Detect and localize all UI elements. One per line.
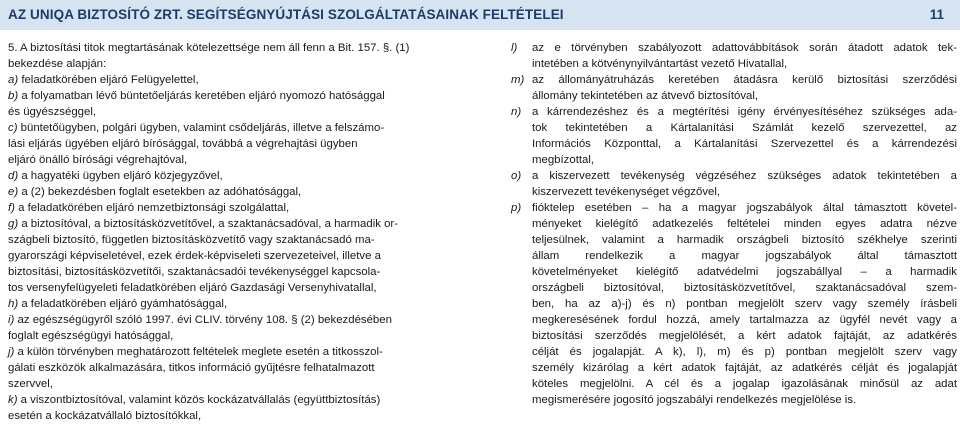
list-item-label: d) (8, 170, 19, 182)
list-item-label: l) (511, 42, 518, 54)
list-item-text: és ügyészséggel, (8, 106, 97, 118)
list-item-line: az e törvényben szabályozott adattovábbítások során átadott adatok tek- (532, 42, 957, 54)
list-item-label: k) (8, 394, 18, 406)
list-item-line: megismerésére jogosító jogszabályi rendelkezés megjelölése is. (532, 394, 857, 406)
list-item-line (8, 200, 468, 216)
list-item-line: kiszervezett tevékenységet végzővel, (532, 186, 721, 198)
list-item-text: gyarországi képviseletével, ezek érdek-képviseleti szervezeteivel, illetve a (8, 250, 381, 262)
list-item-line: célját és jogalapját. A k), l), m) és p) pontban megjelölt szerv vagy (532, 346, 957, 358)
list-item-line (8, 408, 468, 424)
list-item-line: az állományátruházás keretében átadásra kerülő biztosítási szerződési (532, 74, 957, 86)
list-item-text: a feladatkörében eljáró nemzetbiztonsági szolgálattal, (18, 202, 290, 214)
list-item-line: fióktelep esetében – ha a magyar jogszabályok által támasztott követel- (532, 202, 957, 214)
list-item-text: a külön törvényben meghatározott feltételek meglete esetén a titkosszol- (17, 346, 383, 358)
list-item-text: a feladatkörében eljáró gyámhatósággal, (21, 298, 228, 310)
list-item-line: köteles megjelölni. A cél és a jogalap igazolásának minősül az adat (532, 378, 957, 390)
list-item-text: a biztosítóval, a biztosításközvetítővel, a szaktanácsadóval, a harmadik or- (21, 218, 399, 230)
intro-line: 5. A biztosítási titok megtartásának kötelezettsége nem áll fenn a Bit. 157. §. (1) (8, 42, 410, 54)
list-item-line (8, 120, 468, 136)
list-item-label: c) (8, 122, 18, 134)
list-item-line: országbeli biztosítóval, biztosításközvetítővel, szaktanácsadóval szem- (532, 282, 957, 294)
list-item-text: a hagyatéki ügyben eljáró közjegyzővel, (21, 170, 223, 182)
left-column (8, 40, 468, 424)
list-item-text: a folyamatban lévő büntetőeljárás keretében eljáró nyomozó hatósággal (21, 90, 385, 102)
list-item-text: a (2) bekezdésben foglalt esetekben az adóhatósággal, (21, 186, 302, 198)
list-item (8, 296, 468, 312)
list-item-line (8, 152, 468, 168)
list-item-label: f) (8, 202, 15, 214)
list-item-text: a viszontbiztosítóval, valamint közös kockázatvállalás (együttbiztosítás) (20, 394, 381, 406)
list-item-label: n) (511, 106, 522, 118)
list-item-line: Információs Központtal, a Kártalanítási Szervezettel és a kárrendezési (532, 138, 957, 150)
list-item-text: szágbeli biztosító, független biztosításközvetítő vagy szaktanácsadó ma- (8, 234, 375, 246)
list-item (8, 72, 468, 88)
list-item-line: teljesülnek, valamint a harmadik országbeli biztosító székhelye szerinti (532, 234, 957, 246)
list-item-label: h) (8, 298, 19, 310)
list-item-line (8, 216, 468, 232)
list-item-line (8, 248, 468, 264)
list-item (8, 184, 468, 200)
list-item-line: a kiszervezett tevékenység végzéséhez szükséges adatok tekintetében a (532, 170, 957, 182)
list-item (8, 392, 468, 424)
list-item-line: állam rendelkezik a magyar jogszabályok által támasztott (532, 250, 957, 262)
list-item-line (8, 296, 468, 312)
list-item-line: a kárrendezéshez és a megtérítési igény érvényesítéséhez szükséges ada- (532, 106, 957, 118)
list-item (511, 168, 957, 200)
list-item-line (8, 312, 468, 328)
list-item-line: megbízottal, (532, 154, 595, 166)
page-header (0, 0, 960, 30)
list-item (8, 344, 468, 392)
list-item-line (8, 280, 468, 296)
list-item-line: ben, ha az a)-j) és n) pontban megjelölt szerv vagy személy írásbeli (532, 298, 957, 310)
list-item-line (8, 72, 468, 88)
list-item-label: o) (511, 170, 522, 182)
list-item (511, 200, 957, 408)
list-item-label: a) (8, 74, 19, 86)
page-number: 11 (929, 7, 944, 22)
list-item-line: megkeresésének fordul hozzá, amely tartalmazza az ügyfél nevét vagy a (532, 314, 957, 326)
list-item (8, 120, 468, 168)
list-item-text: eljáró önálló bírósági végrehajtóval, (8, 154, 188, 166)
list-item (8, 200, 468, 216)
list-item-label: i) (8, 314, 15, 326)
list-item (511, 72, 957, 104)
list-item-line: személy kizárólag a kért adatok fajtáját, az adatkérés célját és jogalapját (532, 362, 957, 374)
list-item-line (8, 136, 468, 152)
list-item-line: ményeket kielégítő adatkezelés feltételei minden egyes adatra nézve (532, 218, 957, 230)
document-title: AZ UNIQA BIZTOSÍTÓ ZRT. SEGÍTSÉGNYÚJTÁSI SZOLGÁLTATÁSAINAK FELTÉTELEI (8, 7, 564, 22)
list-item-line (8, 376, 468, 392)
list-item-line (8, 104, 468, 120)
list-item (8, 216, 468, 296)
list-item-label: g) (8, 218, 19, 230)
list-item-text: lási eljárás ügyében eljáró bírósággal, továbbá a végrehajtási ügyben (8, 138, 358, 150)
list-item (8, 88, 468, 120)
list-item-text: gálati eszközök alkalmazására, titkos információ gyűjtésre felhatalmazott (8, 362, 375, 374)
list-item-text: az egészségügyről szóló 1997. évi CLIV. törvény 108. § (2) bekezdésében (17, 314, 392, 326)
list-item-line (8, 360, 468, 376)
list-item-text: feladatkörében eljáró Felügyelettel, (21, 74, 199, 86)
intro-line: bekezdése alapján: (8, 58, 107, 70)
right-column (511, 40, 957, 408)
list-item-line (8, 264, 468, 280)
list-item-text: biztosítási, biztosításközvetítői, szaktanácsadói tevékenységgel kapcsola- (8, 266, 381, 278)
list-item-line (8, 184, 468, 200)
list-item-line (8, 232, 468, 248)
list-item-line: állomány tekintetében az átvevő biztosítóval, (532, 90, 759, 102)
list-item (511, 40, 957, 72)
list-item-line (8, 88, 468, 104)
list-item-label: e) (8, 186, 19, 198)
list-item-line: tok tekintetében a Kártalanítási Számlát kezelő szervezettel, az (532, 122, 957, 134)
list-item-label: p) (511, 202, 522, 214)
list-item-line (8, 344, 468, 360)
list-item-line (8, 168, 468, 184)
list-item-line (8, 392, 468, 408)
list-item-label: b) (8, 90, 19, 102)
list-item-line: intetében a kötvénynyilvántartást vezető Hivatallal, (532, 58, 788, 70)
list-item-line (8, 328, 468, 344)
list-item-line: biztosítási szerződés megjelölését, a kért adatok fajtáját, az adatkérés (532, 330, 957, 342)
list-item-text: esetén a kockázatvállaló biztosítókkal, (8, 410, 202, 422)
list-item (8, 168, 468, 184)
list-item-label: j) (8, 346, 15, 358)
list-item-text: tos versenyfelügyeleti feladatkörében eljáró Gazdasági Versenyhivatallal, (8, 282, 377, 294)
list-item (511, 104, 957, 168)
list-item-text: foglalt egészségügyi hatósággal, (8, 330, 174, 342)
list-item-line: követelményeket kielégítő adatvédelmi jogszabállyal – a harmadik (532, 266, 957, 278)
list-item-label: m) (511, 74, 525, 86)
list-item-text: büntetőügyben, polgári ügyben, valamint csődeljárás, illetve a felszámo- (20, 122, 385, 134)
list-item (8, 312, 468, 344)
list-item-text: szervvel, (8, 378, 53, 390)
